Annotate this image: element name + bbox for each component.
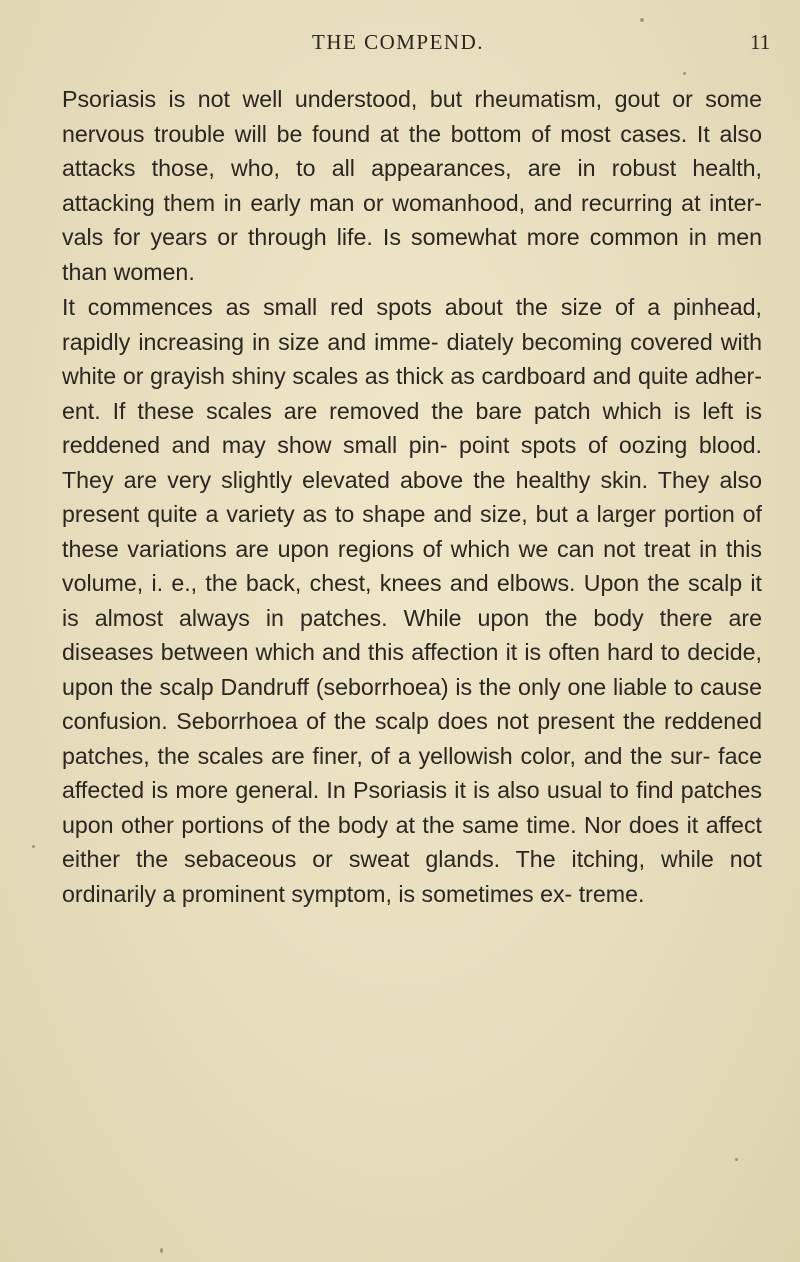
paragraph-1: Psoriasis is not well understood, but rheumatism, gout or some nervous trouble will be found at the bottom of most cases. It also attacks those, who, to all appearances, are in robust health, attacking them in early man or womanhood, and recurring at inter- vals for years or through life. Is somewhat more common in men than women. xyxy=(62,86,762,285)
paper-speck xyxy=(683,72,686,75)
paper-speck xyxy=(160,1248,163,1253)
page-header xyxy=(0,30,800,60)
body-text xyxy=(62,82,762,911)
paper-speck xyxy=(640,18,644,22)
page-number: 11 xyxy=(750,30,771,54)
paper-speck xyxy=(32,845,35,848)
running-head: THE COMPEND. xyxy=(312,30,485,54)
paragraph-2: It commences as small red spots about the size of a pinhead, rapidly increasing in size and imme- diately becoming covered with white or grayish shiny scales as thick as cardboard and quite adher- ent. If these scales are removed the bare patch which is left is reddened and may show small pin- point spots of oozing blood. They are very slightly elevated above the healthy skin. They also present quite a variety as to shape and size, but a larger portion of these variations are upon regions of which we can not treat in this volume, i. e., the back, chest, knees and elbows. Upon the scalp it is almost always in patches. While upon the body there are diseases between which and this affection it is often hard to decide, upon the scalp Dandruff (seborrhoea) is the only one liable to cause confusion. Seborrhoea of the scalp does not present the reddened patches, the scales are finer, of a yellowish color, and the sur- face affected is more general. In Psoriasis it is also usual to find patches upon other portions of the body at the same time. Nor does it affect either the sebaceous or sweat glands. The itching, while not ordinarily a prominent symptom, is sometimes ex- treme. xyxy=(62,294,762,907)
paper-speck xyxy=(735,1158,738,1161)
